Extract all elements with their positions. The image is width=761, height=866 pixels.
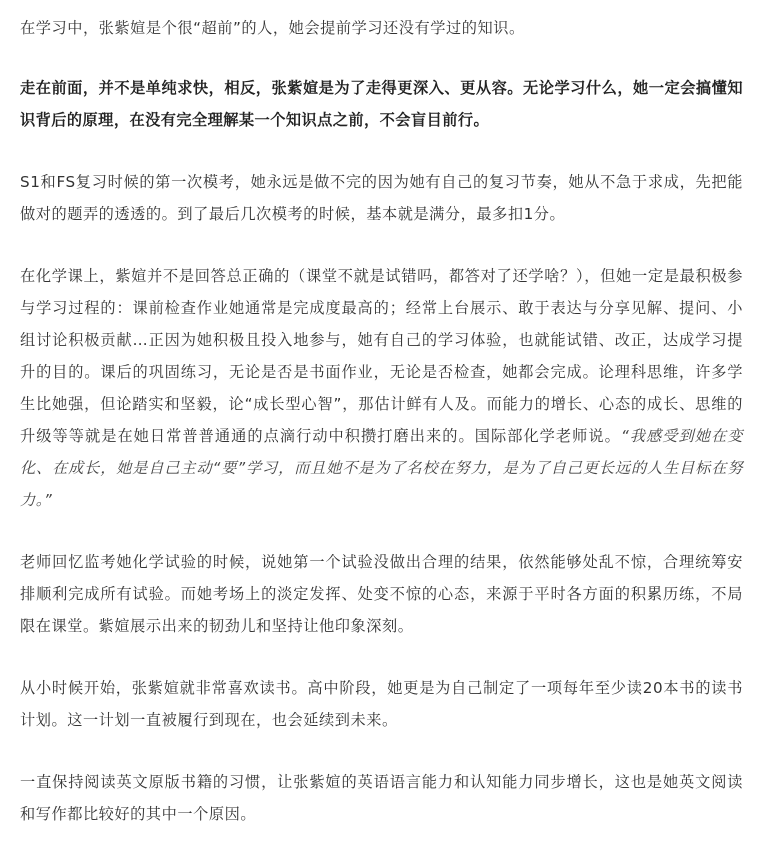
paragraph-highlight: 走在前面，并不是单纯求快，相反，张紫媗是为了走得更深入、更从容。无论学习什么，她一定会搞懂知识背后的原理，在没有完全理解某一个知识点之前，不会盲目前行。 bbox=[20, 79, 743, 129]
paragraph-intro: 在学习中，张紫媗是个很“超前”的人，她会提前学习还没有学过的知识。 bbox=[20, 19, 525, 37]
paragraph-lab-exam: 老师回忆监考她化学试验的时候，说她第一个试验没做出合理的结果，依然能够处乱不惊，合理统筹安排顺利完成所有试验。而她考场上的淡定发挥、处变不惊的心态，来源于平时各方面的积累历练，不局限在课堂。紫媗展示出来的韧劲儿和坚持让他印象深刻。 bbox=[20, 553, 743, 635]
paragraph-chemistry-class bbox=[20, 260, 743, 516]
paragraph-chemistry-text: 在化学课上，紫媗并不是回答总正确的（课堂不就是试错吗，都答对了还学啥？），但她一定是最积极参与学习过程的：课前检查作业她通常是完成度最高的；经常上台展示、敢于表达与分享见解、提问、小组讨论积极贡献…正因为她积极且投入地参与，她有自己的学习体验，也就能试错、改正，达成学习提升的目的。课后的巩固练习，无论是否是书面作业，无论是否检查，她都会完成。论理科思维，许多学生比她强，但论踏实和坚毅，论“成长型心智”，那估计鲜有人及。而能力的增长、心态的成长、思维的升级等等就是在她日常普普通通的点滴行动中积攒打磨出来的。国际部化学老师说。 bbox=[20, 267, 743, 445]
paragraph-mock-exams: S1和FS复习时候的第一次模考，她永远是做不完的因为她有自己的复习节奏，她从不急于求成，先把能做对的题弄的透透的。到了最后几次模考的时候，基本就是满分，最多扣1分。 bbox=[20, 173, 743, 223]
teacher-quote: “我感受到她在变化、在成长，她是自己主动“要”学习，而且她不是为了名校在努力，是为了自己更长远的人生目标在努力。” bbox=[20, 427, 743, 509]
paragraph-reading-plan: 从小时候开始，张紫媗就非常喜欢读书。高中阶段，她更是为自己制定了一项每年至少读20本书的读书计划。这一计划一直被履行到现在，也会延续到未来。 bbox=[20, 679, 743, 729]
paragraph-english-reading: 一直保持阅读英文原版书籍的习惯，让张紫媗的英语语言能力和认知能力同步增长，这也是她英文阅读和写作都比较好的其中一个原因。 bbox=[20, 773, 743, 823]
